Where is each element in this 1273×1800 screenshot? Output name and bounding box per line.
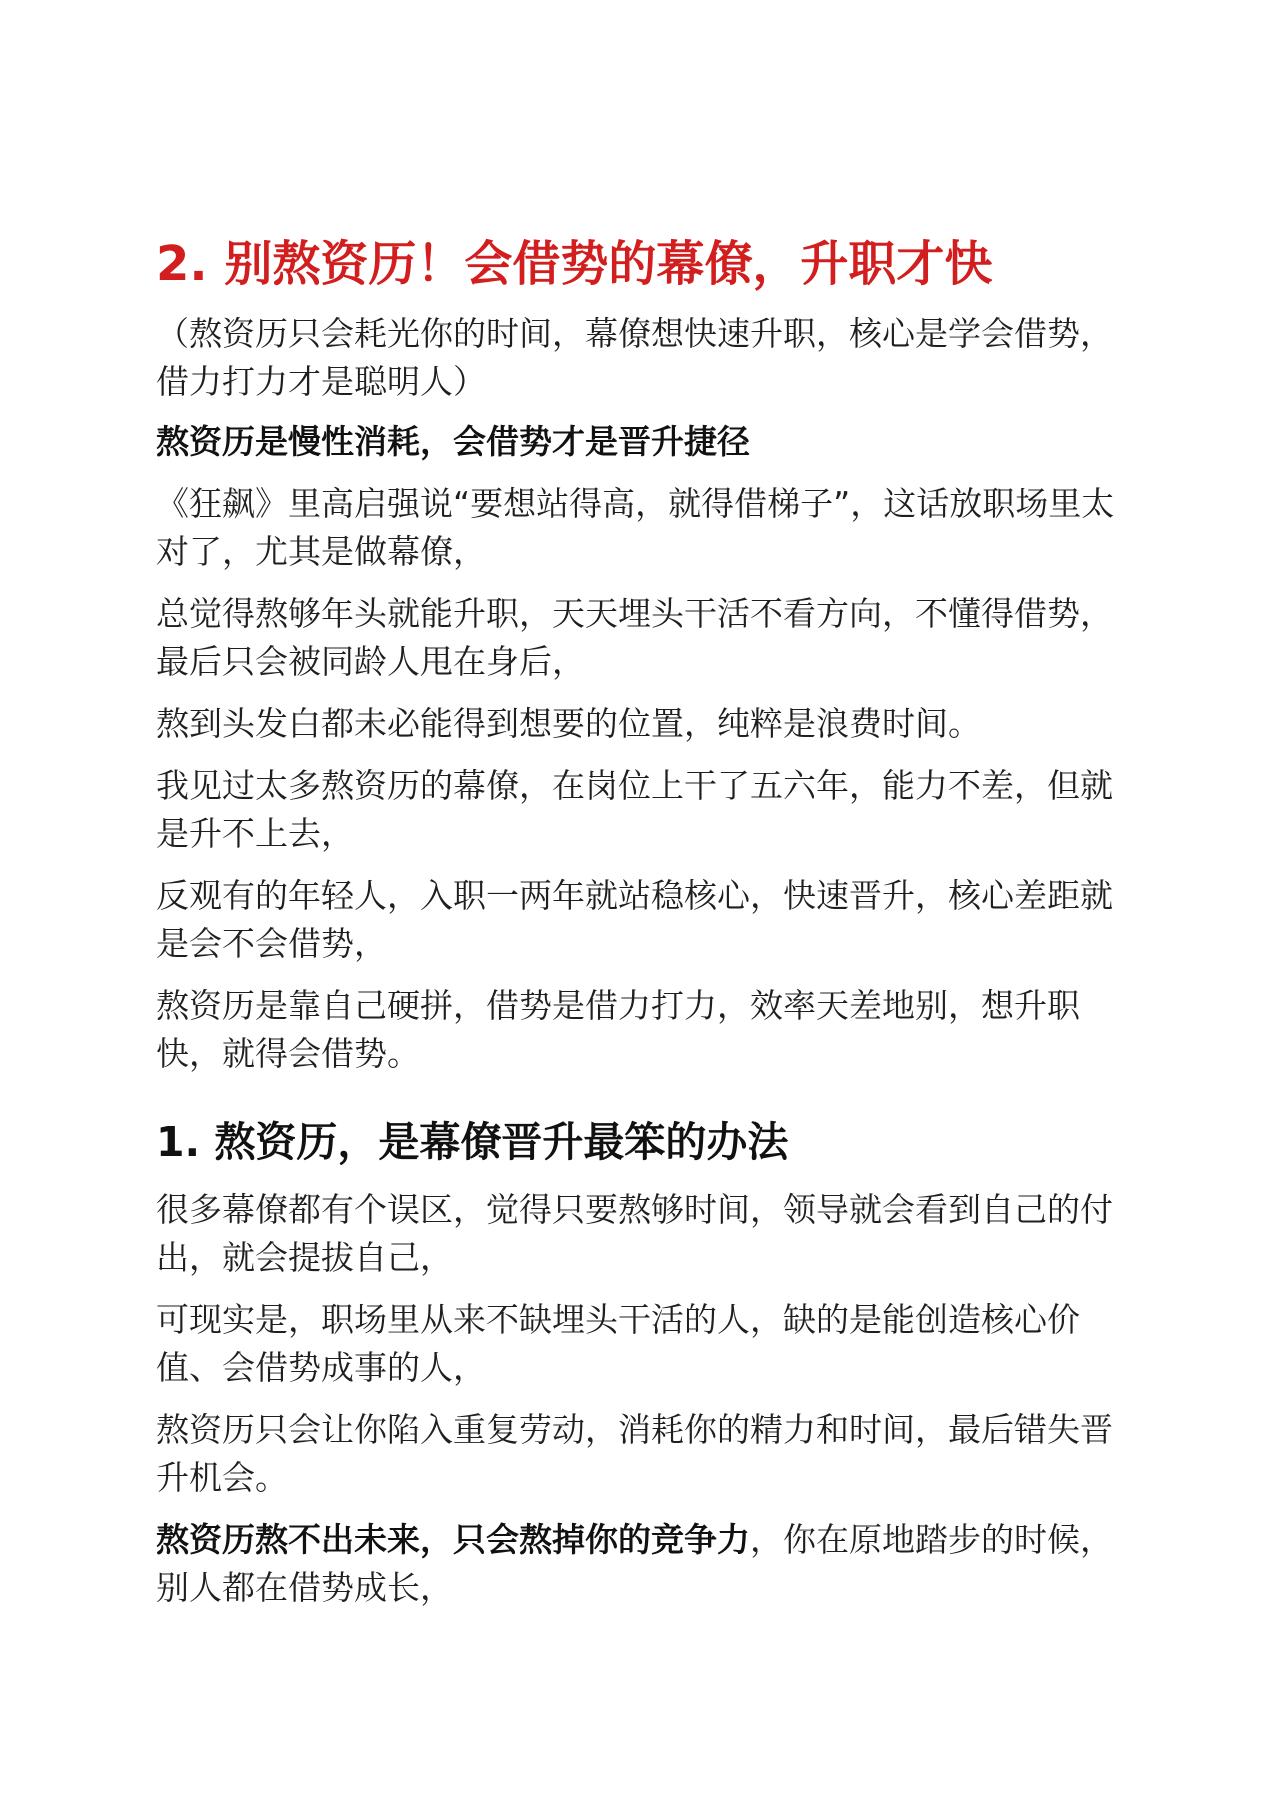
paragraph: 很多幕僚都有个误区，觉得只要熬够时间，领导就会看到自己的付出，就会提拔自己， bbox=[156, 1190, 1113, 1277]
paragraph: 熬到头发白都未必能得到想要的位置，纯粹是浪费时间。 bbox=[156, 704, 981, 743]
article bbox=[156, 232, 1136, 1626]
paragraph-rest: ，你在原地踏步的时候，别人都在借势成长， bbox=[156, 1520, 1113, 1607]
paragraph: 反观有的年轻人，入职一两年就站稳核心，快速晋升，核心差距就是会不会借势， bbox=[156, 876, 1113, 963]
paragraph: 熬资历是靠自己硬拼，借势是借力打力，效率天差地别，想升职快，就得会借势。 bbox=[156, 986, 1080, 1073]
article-subtitle: （熬资历只会耗光你的时间，幕僚想快速升职，核心是学会借势，借力打力才是聪明人） bbox=[156, 314, 1113, 401]
section-heading: 熬资历是慢性消耗，会借势才是晋升捷径 bbox=[156, 422, 750, 461]
paragraph-mixed bbox=[156, 1516, 1136, 1612]
paragraph: 我见过太多熬资历的幕僚，在岗位上干了五六年，能力不差，但就是升不上去， bbox=[156, 766, 1113, 853]
paragraph: 《狂飙》里高启强说“要想站得高，就得借梯子”，这话放职场里太对了，尤其是做幕僚， bbox=[156, 484, 1115, 571]
paragraph: 熬资历只会让你陷入重复劳动，消耗你的精力和时间，最后错失晋升机会。 bbox=[156, 1410, 1113, 1497]
article-title: 2. 别熬资历！会借势的幕僚，升职才快 bbox=[156, 236, 993, 292]
paragraph: 可现实是，职场里从来不缺埋头干活的人，缺的是能创造核心价值、会借势成事的人， bbox=[156, 1300, 1080, 1387]
subsection-heading: 1. 熬资历，是幕僚晋升最笨的办法 bbox=[156, 1118, 789, 1166]
paragraph: 总觉得熬够年头就能升职，天天埋头干活不看方向，不懂得借势，最后只会被同龄人甩在身后， bbox=[156, 594, 1113, 681]
bold-phrase: 熬资历熬不出未来，只会熬掉你的竞争力 bbox=[156, 1520, 750, 1559]
